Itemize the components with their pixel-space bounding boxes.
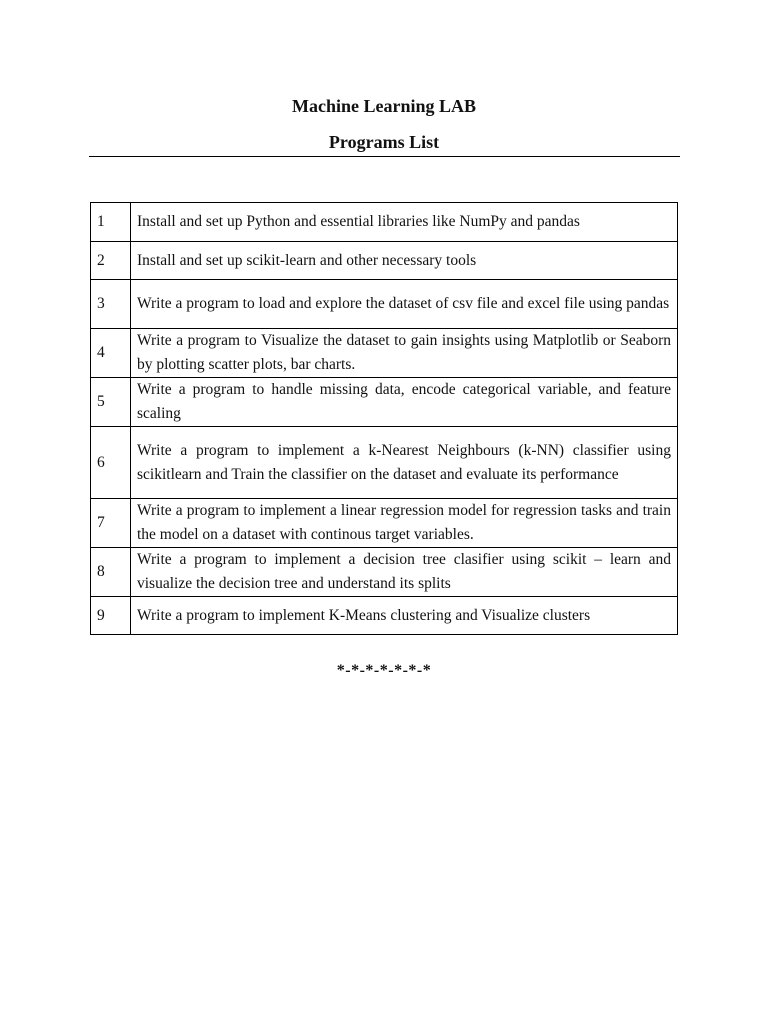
program-description: Write a program to implement a k-Nearest Neighbours (k-NN) classifier using scikitlearn and Train the classifier on the dataset and evaluate its performance xyxy=(131,427,678,499)
document-title: Machine Learning LAB xyxy=(291,96,476,116)
program-description: Write a program to Visualize the dataset to gain insights using Matplotlib or Seaborn by plotting scatter plots, bar charts. xyxy=(131,329,678,378)
program-description: Install and set up scikit-learn and other necessary tools xyxy=(131,242,678,280)
program-description: Write a program to implement a decision tree clasifier using scikit – learn and visualize the decision tree and understand its splits xyxy=(131,548,678,597)
end-separator: *-*-*-*-*-*-* xyxy=(336,662,432,679)
program-number: 2 xyxy=(91,242,131,280)
program-description: Install and set up Python and essential libraries like NumPy and pandas xyxy=(131,203,678,242)
program-number: 3 xyxy=(91,280,131,329)
program-number: 8 xyxy=(91,548,131,597)
program-number: 7 xyxy=(91,499,131,548)
program-description: Write a program to load and explore the dataset of csv file and excel file using pandas xyxy=(131,280,678,329)
program-number: 9 xyxy=(91,597,131,635)
document-subtitle: Programs List xyxy=(328,132,440,152)
table-row xyxy=(91,242,678,280)
program-number: 4 xyxy=(91,329,131,378)
program-number: 5 xyxy=(91,378,131,427)
program-number: 1 xyxy=(91,203,131,242)
table-row xyxy=(91,378,678,427)
table-row xyxy=(91,499,678,548)
table-row xyxy=(91,329,678,378)
table-row xyxy=(91,427,678,499)
table-row xyxy=(91,203,678,242)
table-row xyxy=(91,548,678,597)
programs-table xyxy=(90,202,678,635)
table-row xyxy=(91,597,678,635)
program-number: 6 xyxy=(91,427,131,499)
title-underline xyxy=(89,156,680,157)
program-description: Write a program to implement a linear regression model for regression tasks and train the model on a dataset with continous target variables. xyxy=(131,499,678,548)
table-row xyxy=(91,280,678,329)
program-description: Write a program to handle missing data, encode categorical variable, and feature scaling xyxy=(131,378,678,427)
program-description: Write a program to implement K-Means clustering and Visualize clusters xyxy=(131,597,678,635)
